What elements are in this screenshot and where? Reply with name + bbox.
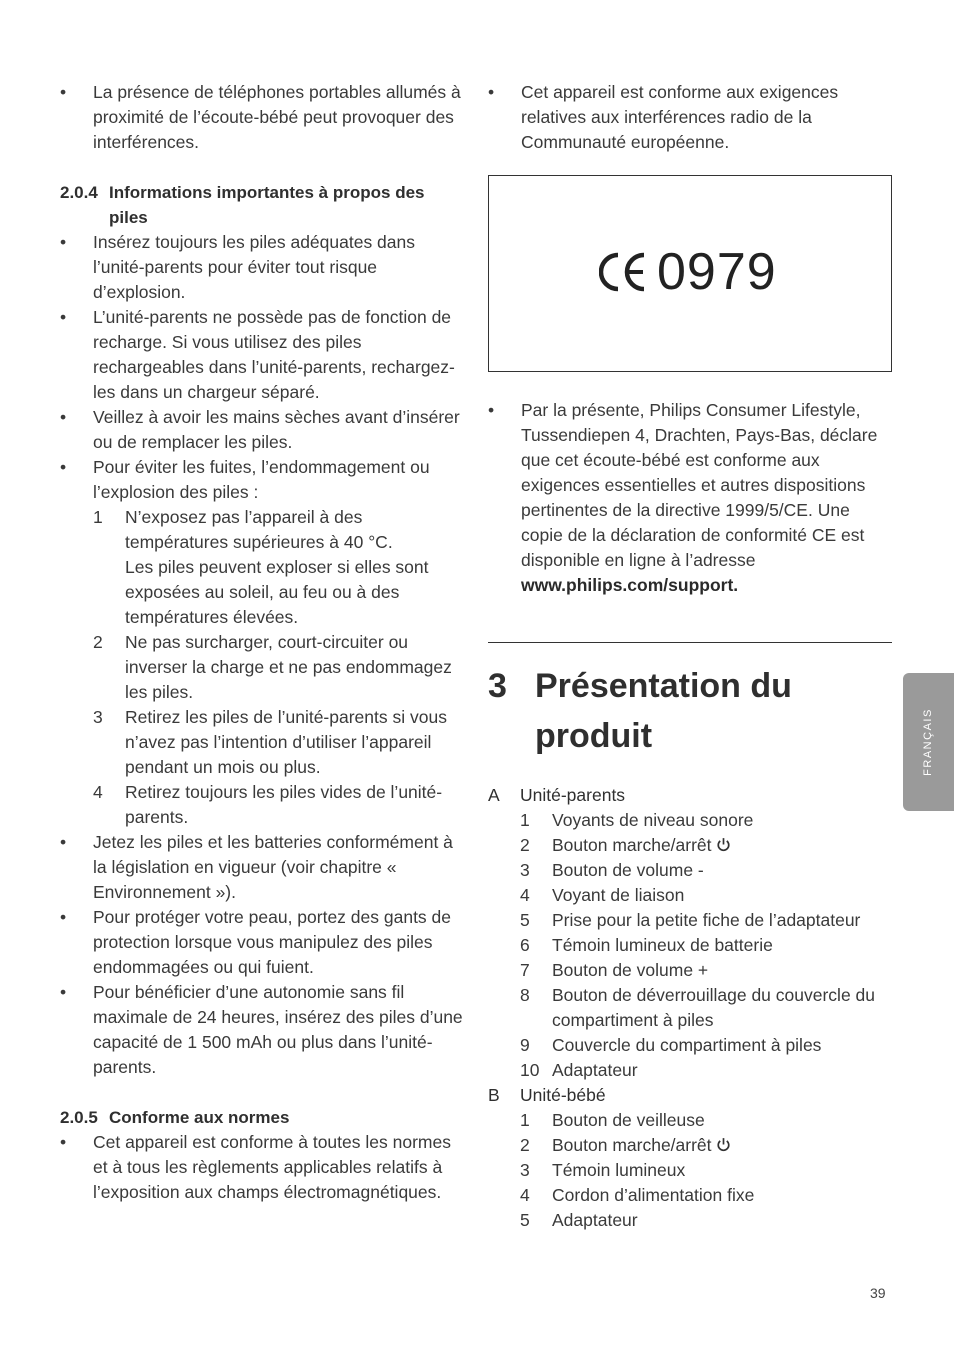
bullet-text: Veillez à avoir les mains sèches avant d’insérer ou de remplacer les piles.	[93, 407, 460, 452]
right-column	[488, 80, 894, 1233]
section-letter: A	[488, 785, 500, 805]
left-column	[60, 80, 470, 1205]
list-item	[488, 958, 894, 983]
chapter-title-line: Présentation du	[535, 667, 792, 705]
bullet-dot: •	[488, 82, 495, 102]
item-number: 6	[520, 935, 530, 955]
section-title: Conforme aux normes	[109, 1108, 290, 1127]
item-text: Voyants de niveau sonore	[552, 810, 754, 830]
item-number: 4	[520, 1185, 530, 1205]
item-number: 4	[520, 885, 530, 905]
bullet-dot: •	[60, 407, 67, 427]
ce-marking-box	[488, 175, 892, 372]
list-item	[488, 1158, 894, 1183]
item-number: 4	[93, 782, 103, 802]
list-item	[488, 1208, 894, 1233]
item-text: Témoin lumineux de batterie	[552, 935, 773, 955]
item-text: Retirez toujours les piles vides de l’unité-parents.	[125, 782, 443, 827]
section-b	[488, 1083, 894, 1233]
item-number: 3	[520, 1160, 530, 1180]
list-item	[488, 1033, 894, 1058]
section-heading-2-0-5	[60, 1105, 470, 1130]
bullet-dot: •	[60, 232, 67, 252]
item-number: 2	[520, 1135, 530, 1155]
list-item	[488, 908, 894, 933]
item-number: 1	[520, 1110, 530, 1130]
bullet-item	[60, 80, 470, 155]
section-a	[488, 783, 894, 1083]
list-item	[488, 808, 894, 833]
list-item	[488, 933, 894, 958]
item-text: Bouton de volume +	[552, 960, 709, 980]
item-text: Ne pas surcharger, court-circuiter ou inverser la charge et ne pas endommagez les piles.	[125, 632, 452, 702]
list-item	[488, 1108, 894, 1133]
ce-mark-icon	[599, 252, 649, 292]
bullet-item	[60, 455, 470, 505]
item-number: 10	[520, 1060, 540, 1080]
numbered-item	[60, 630, 470, 705]
bullet-dot: •	[60, 457, 67, 477]
item-text: Adaptateur	[552, 1060, 638, 1080]
power-icon	[716, 1137, 731, 1152]
bullet-item	[60, 905, 470, 980]
ce-marking	[599, 243, 777, 301]
list-item	[488, 1133, 894, 1158]
section-number: 2.0.5	[60, 1108, 98, 1127]
list-item	[488, 858, 894, 883]
item-number: 8	[520, 985, 530, 1005]
item-text: Bouton de veilleuse	[552, 1110, 705, 1130]
language-tab	[903, 673, 954, 811]
item-text: Prise pour la petite fiche de l’adaptateur	[552, 910, 861, 930]
item-text: Retirez les piles de l’unité-parents si vous n’avez pas l’intention d’utiliser l’appareil pendant un mois ou plus.	[125, 707, 447, 777]
numbered-item	[60, 705, 470, 780]
chapter-divider	[488, 642, 892, 643]
section-heading	[488, 783, 894, 808]
bullet-dot: •	[60, 82, 67, 102]
item-number: 2	[520, 835, 530, 855]
item-text: Cordon d’alimentation fixe	[552, 1185, 755, 1205]
list-item	[488, 983, 894, 1033]
page-number: 39	[870, 1285, 886, 1301]
notified-body-number: 0979	[657, 243, 777, 301]
bullet-text: Pour bénéficier d’une autonomie sans fil maximale de 24 heures, insérez des piles d’une capacité de 1 500 mAh ou plus dans l’unité-parents.	[93, 982, 463, 1077]
item-number: 9	[520, 1035, 530, 1055]
numbered-item-note: Les piles peuvent exploser si elles sont exposées au soleil, au feu ou à des températures élevées.	[125, 557, 429, 627]
item-text: Couvercle du compartiment à piles	[552, 1035, 822, 1055]
bullet-item	[60, 305, 470, 405]
bullet-text: Pour protéger votre peau, portez des gants de protection lorsque vous manipulez des piles endommagées ou qui fuient.	[93, 907, 452, 977]
item-number: 1	[520, 810, 530, 830]
bullet-item	[60, 1130, 470, 1205]
section-title: Informations importantes à propos des	[109, 183, 425, 202]
item-number: 3	[520, 860, 530, 880]
section-title-continued: piles	[109, 208, 148, 227]
list-item	[488, 1183, 894, 1208]
bullet-item	[488, 398, 894, 598]
numbered-item	[60, 780, 470, 830]
bullet-text: Cet appareil est conforme aux exigences relatives aux interférences radio de la Communauté européenne.	[521, 82, 839, 152]
bullet-dot: •	[60, 832, 67, 852]
bullet-dot: •	[60, 307, 67, 327]
item-text: N’exposez pas l’appareil à des températures supérieures à 40 °C.	[125, 507, 393, 552]
section-heading-2-0-4	[60, 180, 470, 230]
chapter-title	[488, 661, 894, 761]
section-heading	[488, 1083, 894, 1108]
item-number: 5	[520, 1210, 530, 1230]
item-number: 7	[520, 960, 530, 980]
chapter-title-line: produit	[535, 717, 653, 755]
section-title: Unité-bébé	[520, 1085, 606, 1105]
item-text: Bouton de déverrouillage du couvercle du compartiment à piles	[552, 985, 875, 1030]
item-text: Adaptateur	[552, 1210, 638, 1230]
list-item	[488, 1058, 894, 1083]
item-number: 5	[520, 910, 530, 930]
bullet-item	[488, 80, 894, 155]
item-number: 2	[93, 632, 103, 652]
declaration-text: Par la présente, Philips Consumer Lifestyle, Tussendiepen 4, Drachten, Pays-Bas, déclare que cet écoute-bébé est conforme aux exigences essentielles et autres dispositions pertinentes de la directive 1999/5/CE. Une copie de la déclaration de conformité CE est disponible en ligne à l’adresse	[521, 400, 878, 570]
list-item	[488, 833, 894, 858]
bullet-dot: •	[60, 907, 67, 927]
item-text: Témoin lumineux	[552, 1160, 686, 1180]
bullet-item	[60, 980, 470, 1080]
bullet-text: La présence de téléphones portables allumés à proximité de l’écoute-bébé peut provoquer des interférences.	[93, 82, 461, 152]
section-letter: B	[488, 1085, 500, 1105]
bullet-dot: •	[60, 982, 67, 1002]
bullet-item	[60, 405, 470, 455]
section-number: 2.0.4	[60, 183, 98, 202]
section-title: Unité-parents	[520, 785, 626, 805]
bullet-text: Jetez les piles et les batteries conformément à la législation en vigueur (voir chapitre « Environnement »).	[93, 832, 453, 902]
bullet-text: L’unité-parents ne possède pas de fonction de recharge. Si vous utilisez des piles rechargeables dans l’unité-parents, rechargez-les dans un chargeur séparé.	[93, 307, 455, 402]
item-text: Bouton de volume -	[552, 860, 704, 880]
bullet-dot: •	[488, 400, 495, 420]
item-text: Voyant de liaison	[552, 885, 685, 905]
bullet-text: Cet appareil est conforme à toutes les normes et à tous les règlements applicables relatifs à l’exposition aux champs électromagnétiques.	[93, 1132, 451, 1202]
bullet-item	[60, 830, 470, 905]
bullet-text: Insérez toujours les piles adéquates dans l’unité-parents pour éviter tout risque d’explosion.	[93, 232, 416, 302]
bullet-item	[60, 230, 470, 305]
item-text: Bouton marche/arrêt	[552, 1135, 712, 1155]
language-tab-label: FRANÇAIS	[922, 708, 934, 776]
item-number: 3	[93, 707, 103, 727]
support-link[interactable]: www.philips.com/support.	[521, 575, 739, 595]
item-number: 1	[93, 507, 103, 527]
power-icon	[716, 837, 731, 852]
chapter-number: 3	[488, 667, 507, 705]
bullet-dot: •	[60, 1132, 67, 1152]
bullet-text: Pour éviter les fuites, l’endommagement ou l’explosion des piles :	[93, 457, 430, 502]
item-text: Bouton marche/arrêt	[552, 835, 712, 855]
list-item	[488, 883, 894, 908]
numbered-item	[60, 505, 470, 555]
